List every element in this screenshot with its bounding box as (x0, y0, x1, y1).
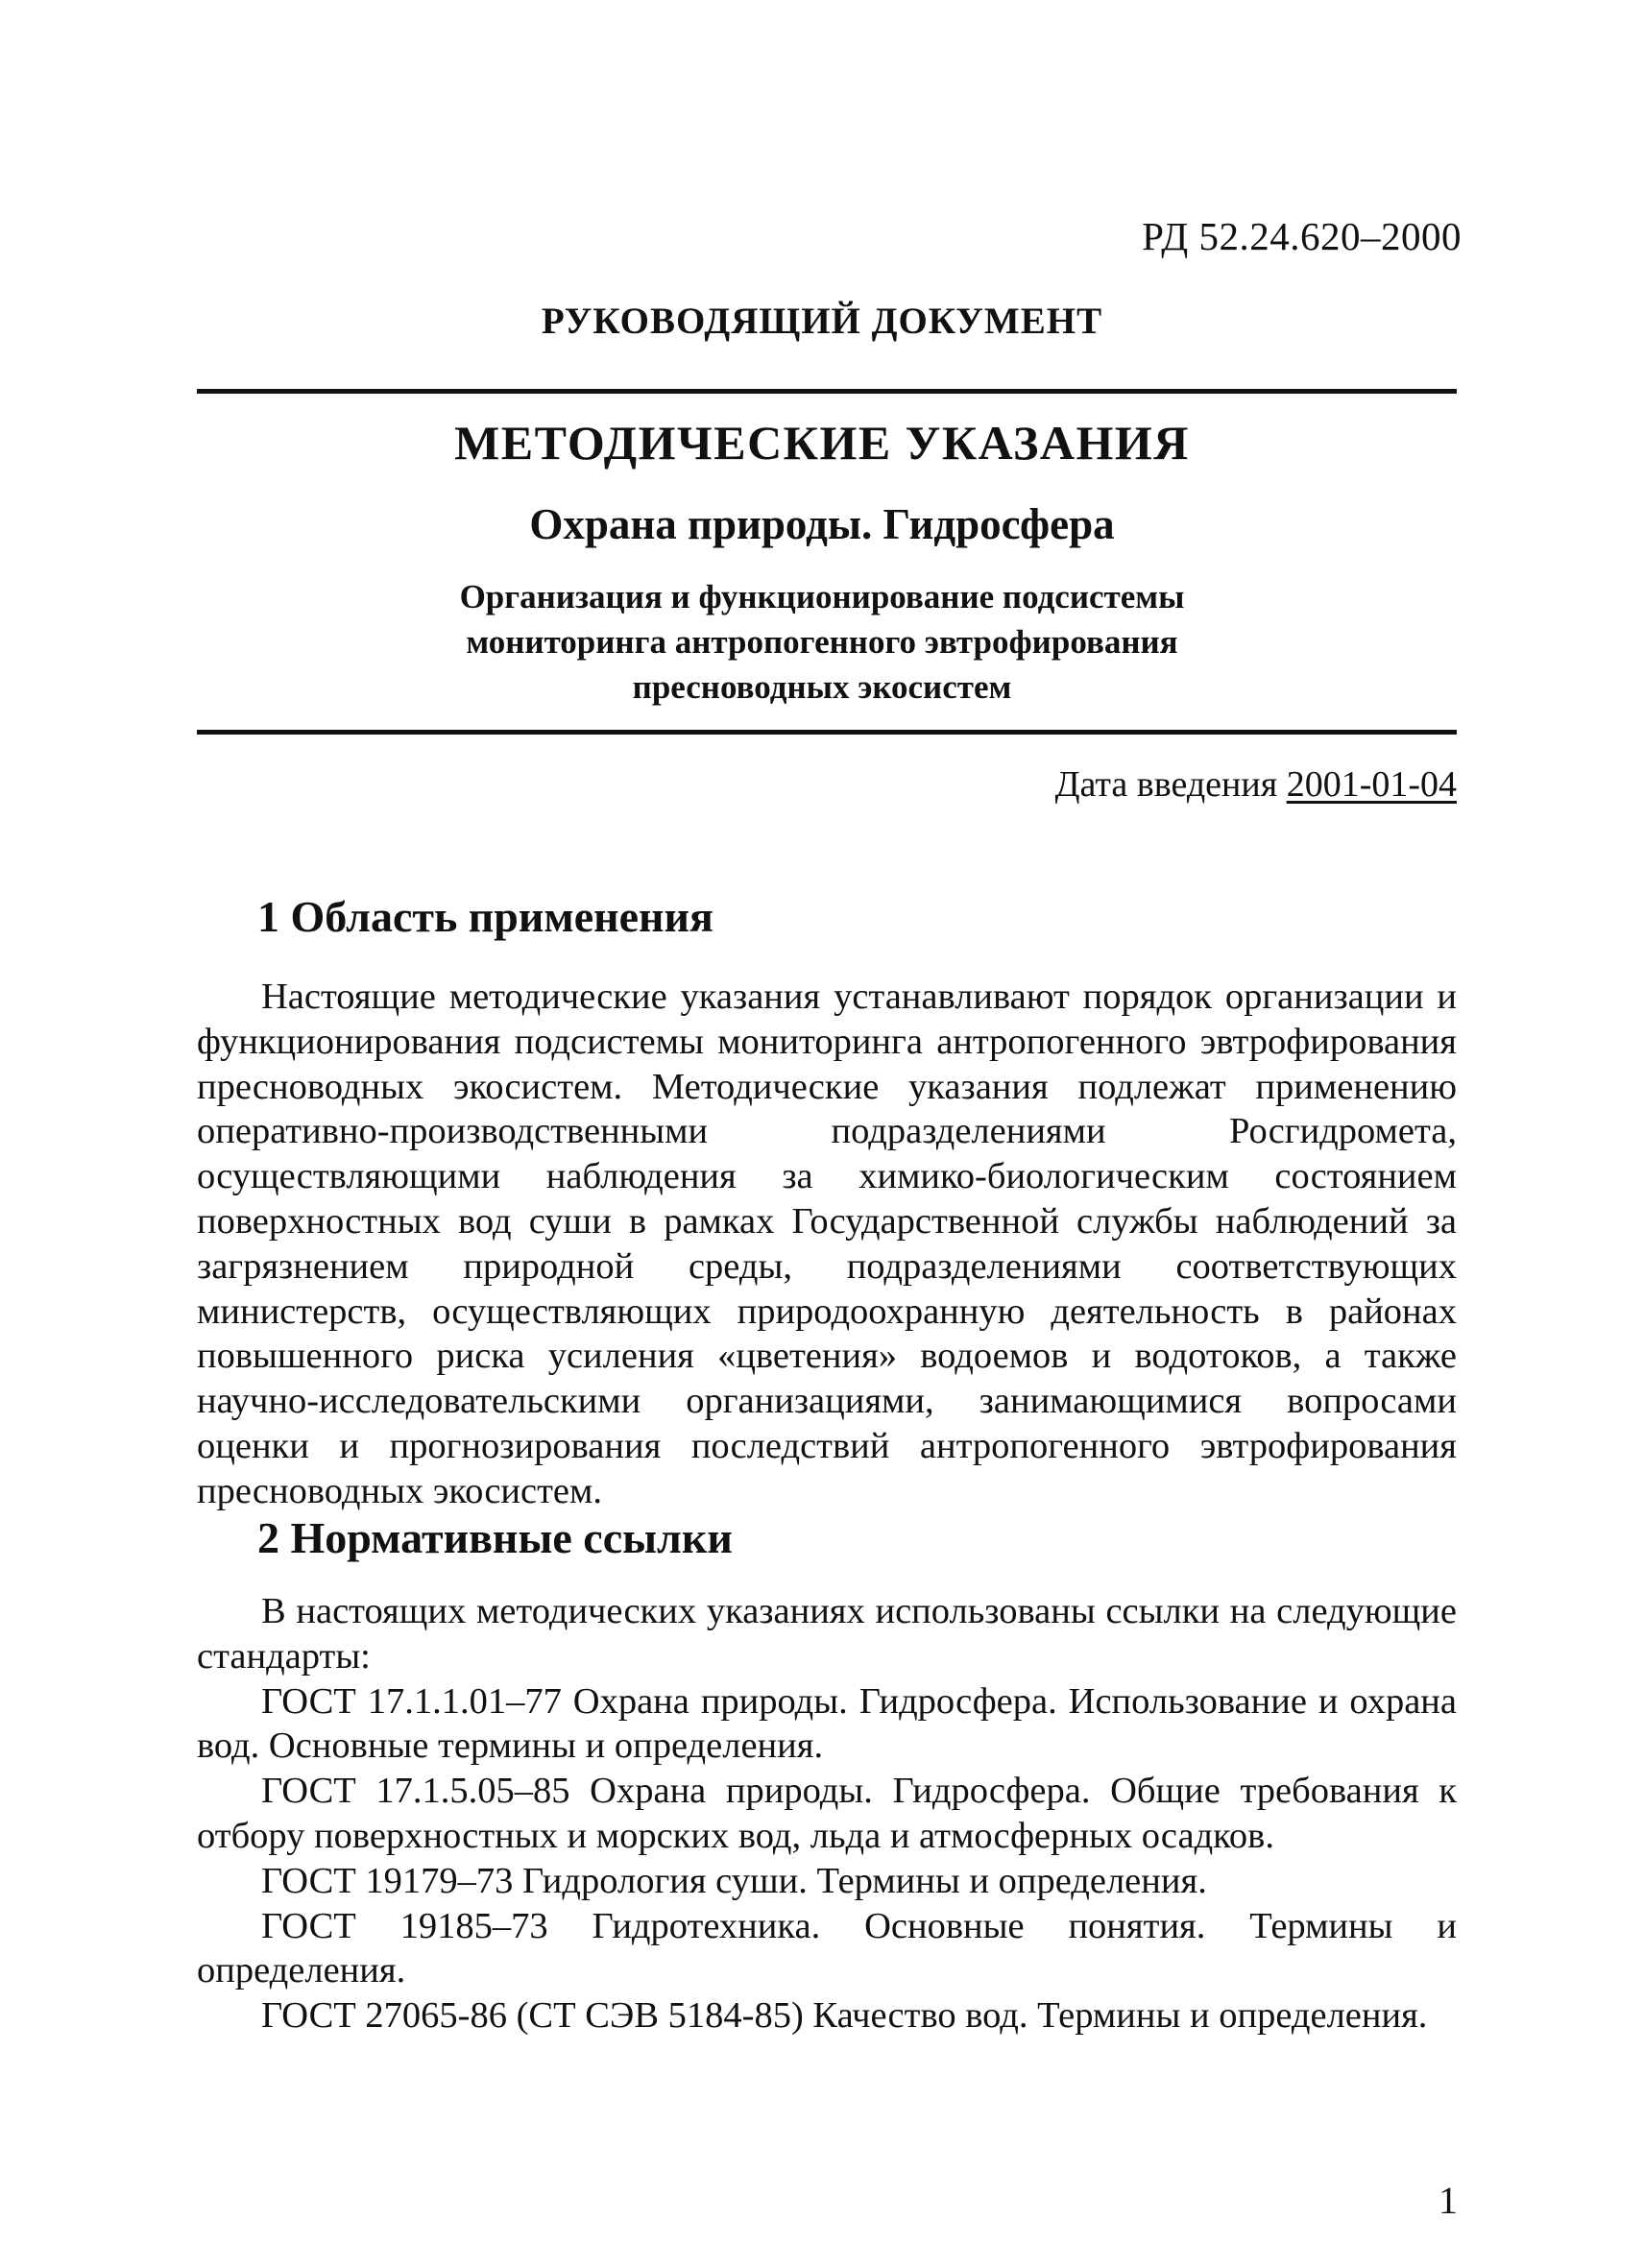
introduction-date (1055, 763, 1457, 806)
page-number: 1 (1438, 2179, 1458, 2222)
reference-item: ГОСТ 19179–73 Гидрология суши. Термины и определения. (261, 1860, 1207, 1901)
section-heading-scope: 1 Область применения (257, 892, 713, 941)
section-body-references (197, 1589, 1457, 2039)
introduction-date-value: 2001-01-04 (1286, 764, 1457, 805)
title-rule-top (197, 389, 1457, 394)
subject-line: Организация и функционирование подсистемы (459, 578, 1185, 615)
paragraph: В настоящих методических указаниях использованы ссылки на следующие стандарты: (197, 1591, 1457, 1677)
reference-item: ГОСТ 27065-86 (СТ СЭВ 5184-85) Качество вод. Термины и определения. (261, 1995, 1428, 2037)
document-type: РУКОВОДЯЩИЙ ДОКУМЕНТ (541, 301, 1103, 342)
main-title: МЕТОДИЧЕСКИЕ УКАЗАНИЯ (454, 416, 1190, 470)
introduction-date-label: Дата введения (1054, 764, 1278, 805)
paragraph: Настоящие методические указания устанавливают порядок организации и функционирования подсистемы мониторинга антропогенного эвтрофирования пресноводных экосистем. Методические указания подлежат применению оперативно-производственными подразделениями Росгидромета, осуществляющими наблюдения за химико-биологическим состоянием поверхностных вод суши в рамках Государственной службы наблюдений за загрязнением природной среды, подразделениями соответствующих министерств, осуществляющих природоохранную деятельность в районах повышенного риска усиления «цветения» водоемов и водотоков, а также научно-исследовательскими организациями, занимающимися вопросами оценки и прогнозирования последствий антропогенного эвтрофирования пресноводных экосистем. (197, 977, 1457, 1511)
title-rule-bottom (197, 730, 1457, 735)
subject-line: мониторинга антропогенного эвтрофирования (466, 623, 1178, 661)
reference-item: ГОСТ 19185–73 Гидротехника. Основные понятия. Термины и определения. (197, 1905, 1457, 1991)
subject-title (0, 574, 1644, 710)
reference-item: ГОСТ 17.1.1.01–77 Охрана природы. Гидросфера. Использование и охрана вод. Основные термины и определения. (197, 1680, 1457, 1767)
subject-line: пресноводных экосистем (632, 668, 1012, 706)
reference-item: ГОСТ 17.1.5.05–85 Охрана природы. Гидросфера. Общие требования к отбору поверхностных и морских вод, льда и атмосферных осадков. (197, 1771, 1457, 1856)
document-code: РД 52.24.620–2000 (1142, 214, 1462, 258)
subtitle: Охрана природы. Гидросфера (529, 500, 1115, 548)
section-heading-references: 2 Нормативные ссылки (257, 1513, 733, 1562)
section-body-scope (197, 975, 1457, 1514)
